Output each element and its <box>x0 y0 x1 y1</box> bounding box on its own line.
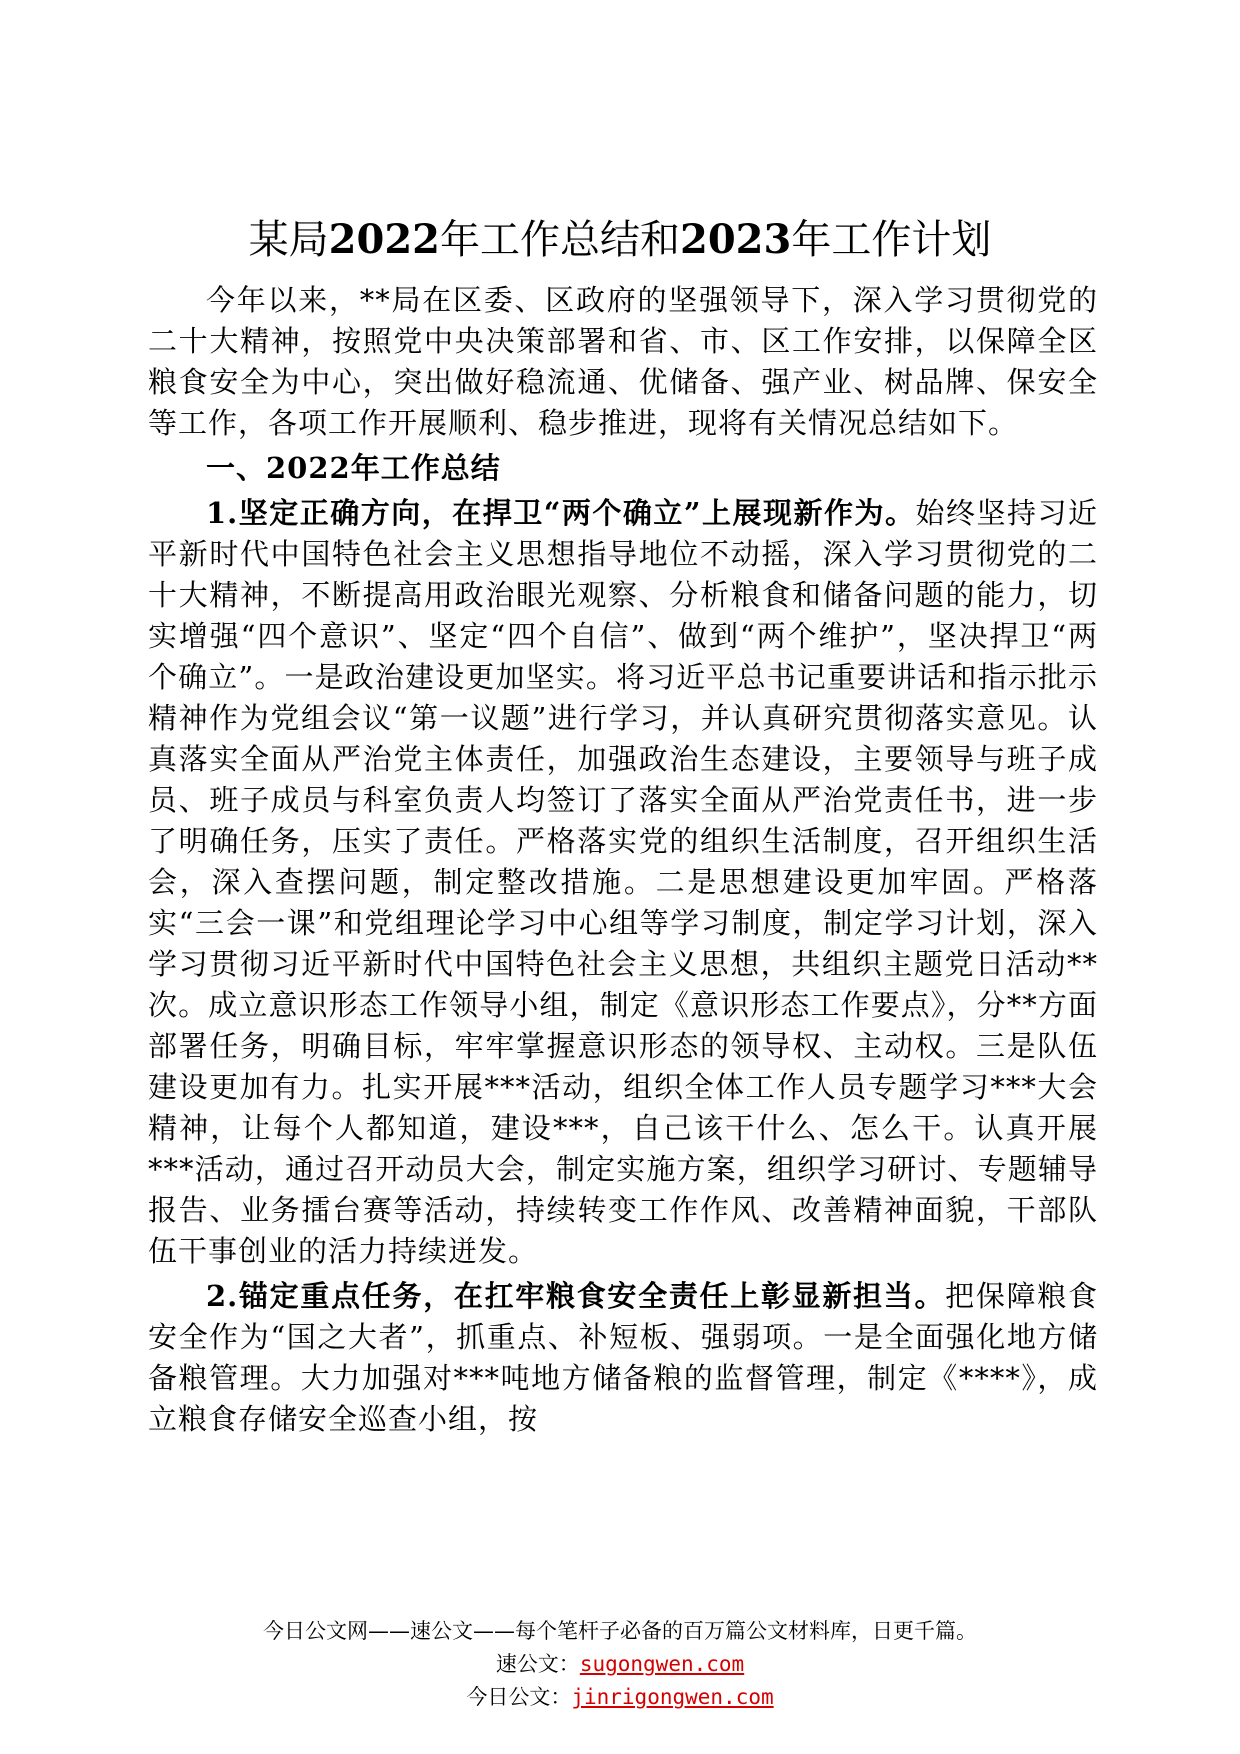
footer-site-2 <box>0 1681 1240 1714</box>
intro-paragraph: 今年以来，**局在区委、区政府的坚强领导下，深入学习贯彻党的二十大精神，按照党中央决策部署和省、市、区工作安排，以保障全区粮食安全为中心，突出做好稳流通、优储备、强产业、树品牌、保安全等工作，各项工作开展顺利、稳步推进，现将有关情况总结如下。 <box>148 283 1098 440</box>
item-2-paragraph <box>148 1276 1098 1440</box>
title-year-2022: 2022 <box>328 216 440 263</box>
title-part-1: 某局 <box>248 217 329 263</box>
item-1-paragraph <box>148 493 1098 1272</box>
document-title <box>0 214 1240 266</box>
site-1-label: 速公文： <box>495 1652 580 1676</box>
document-body <box>148 280 1098 1440</box>
item-1-body: 始终坚持习近平新时代中国特色社会主义思想指导地位不动摇，深入学习贯彻党的二十大精神，不断提高用政治眼光观察、分析粮食和储备问题的能力，切实增强“四个意识”、坚定“四个自信”、做到“两个维护”，坚决捍卫“两个确立”。一是政治建设更加坚实。将习近平总书记重要讲话和指示批示精神作为党组会议“第一议题”进行学习，并认真研究贯彻落实意见。认真落实全面从严治党主体责任，加强政治生态建设，主要领导与班子成员、班子成员与科室负责人均签订了落实全面从严治党责任书，进一步了明确任务，压实了责任。严格落实党的组织生活制度，召开组织生活会，深入查摆问题，制定整改措施。二是思想建设更加牢固。严格落实“三会一课”和党组理论学习中心组等学习制度，制定学习计划，深入学习贯彻习近平新时代中国特色社会主义思想，共组织主题党日活动**次。成立意识形态工作领导小组，制定《意识形态工作要点》，分**方面部署任务，明确目标，牢牢掌握意识形态的领导权、主动权。三是队伍建设更加有力。扎实开展***活动，组织全体工作人员专题学习***大会精神，让每个人都知道，建设***，自己该干什么、怎么干。认真开展***活动，通过召开动员大会，制定实施方案，组织学习研讨、专题辅导报告、业务擂台赛等活动，持续转变工作作风、改善精神面貌，干部队伍干事创业的活力持续迸发。 <box>148 496 1098 1268</box>
site-1-link[interactable]: sugongwen.com <box>579 1652 745 1676</box>
title-part-2: 年工作总结和 <box>440 217 680 263</box>
footer-slogan: 今日公文网——速公文——每个笔杆子必备的百万篇公文材料库，日更千篇。 <box>263 1619 977 1643</box>
item-2-body: 把保障粮食安全作为“国之大者”，抓重点、补短板、强弱项。一是全面强化地方储备粮管理。大力加强对***吨地方储备粮的监督管理，制定《****》，成立粮食存储安全巡查小组，按 <box>148 1279 1098 1436</box>
title-part-3: 年工作计划 <box>791 217 992 263</box>
title-year-2023: 2023 <box>680 216 792 263</box>
section-heading-2022-summary: 一、2022年工作总结 <box>206 451 501 485</box>
footer <box>0 1615 1240 1714</box>
item-2-lead: 2.锚定重点任务，在扛牢粮食安全责任上彰显新担当。 <box>206 1279 946 1313</box>
site-2-link[interactable]: jinrigongwen.com <box>571 1685 774 1709</box>
item-1-lead: 1.坚定正确方向，在捍卫“两个确立”上展现新作为。 <box>206 496 916 530</box>
footer-site-1 <box>0 1648 1240 1681</box>
site-2-label: 今日公文： <box>466 1685 572 1709</box>
